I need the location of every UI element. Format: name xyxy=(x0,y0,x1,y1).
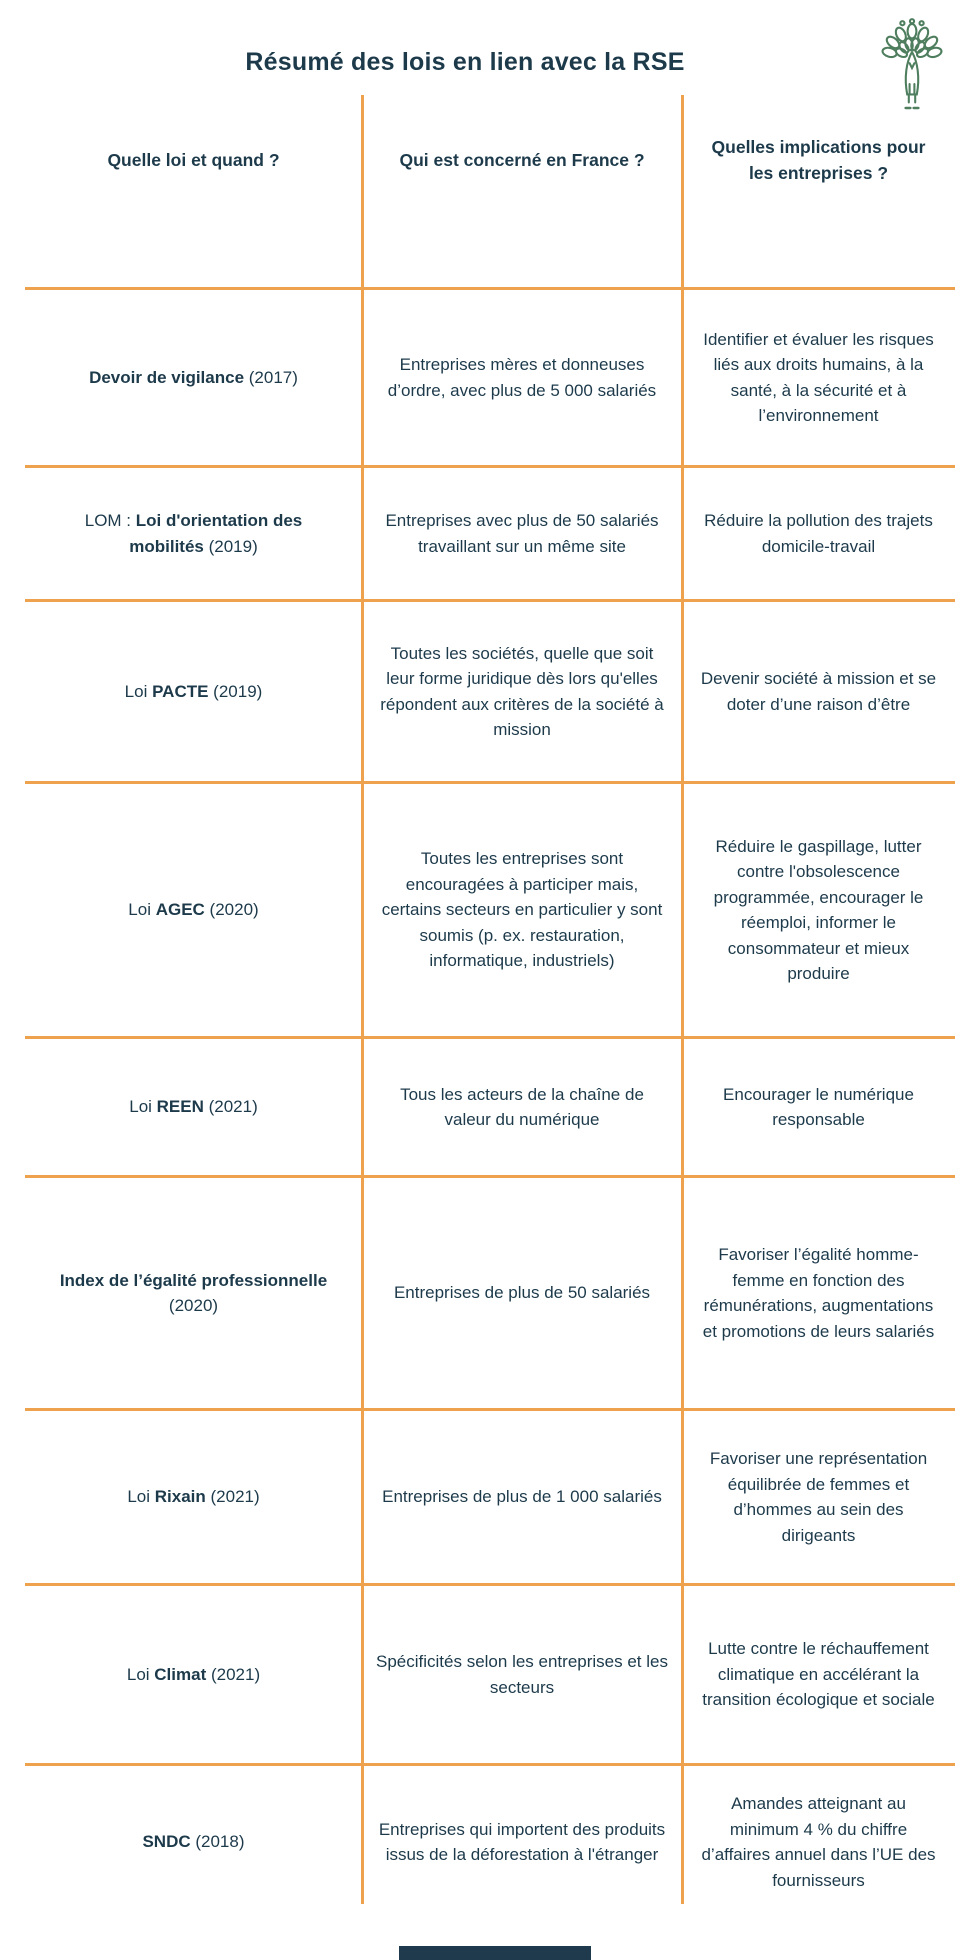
implications-cell: Réduire la pollution des trajets domicile-travail xyxy=(704,511,933,556)
table-row xyxy=(25,1763,955,1918)
who-cell: Entreprises mères et donneuses d’ordre, avec plus de 5 000 salariés xyxy=(387,355,657,400)
table-row xyxy=(25,781,955,1036)
implications-cell: Devenir société à mission et se doter d’une raison d’être xyxy=(700,669,937,714)
column-divider-2 xyxy=(681,95,684,1904)
footer-bar xyxy=(399,1946,591,1960)
who-cell: Toutes les sociétés, quelle que soit leur forme juridique dès lors qu'elles répondent aux critères de la société à mission xyxy=(380,643,664,739)
table-row xyxy=(25,1175,955,1408)
header-implications: Quelles implications pour les entreprises ? xyxy=(711,136,926,183)
table-header-row xyxy=(25,95,955,287)
table-row xyxy=(25,599,955,781)
implications-cell: Lutte contre le réchauffement climatique en accélérant la transition écologique et sociale xyxy=(702,1639,935,1710)
law-cell: LOM : Loi d'orientation des mobilités (2019) xyxy=(84,511,303,556)
table-row xyxy=(25,1036,955,1175)
who-cell: Entreprises qui importent des produits issus de la déforestation à l'étranger xyxy=(378,1819,666,1864)
law-cell: Loi PACTE (2019) xyxy=(124,681,263,701)
implications-cell: Encourager le numérique responsable xyxy=(723,1084,914,1129)
page-title: Résumé des lois en lien avec la RSE xyxy=(245,48,685,76)
who-cell: Tous les acteurs de la chaîne de valeur du numérique xyxy=(400,1084,644,1129)
header-law: Quelle loi et quand ? xyxy=(107,149,280,170)
table-row xyxy=(25,1583,955,1763)
implications-cell: Identifier et évaluer les risques liés aux droits humains, à la santé, à la sécurité et à l’environnement xyxy=(703,329,934,425)
law-cell: Index de l’égalité professionnelle (2020) xyxy=(59,1270,328,1315)
law-cell: SNDC (2018) xyxy=(142,1832,245,1852)
who-cell: Spécificités selon les entreprises et les secteurs xyxy=(376,1652,668,1697)
table-body xyxy=(25,287,955,1918)
table-row xyxy=(25,465,955,599)
who-cell: Toutes les entreprises sont encouragées à participer mais, certains secteurs en particulier y sont soumis (p. ex. restauration, informatique, industriels) xyxy=(381,849,663,971)
implications-cell: Favoriser l’égalité homme-femme en fonction des rémunérations, augmentations et promotions de leurs salariés xyxy=(702,1245,935,1341)
who-cell: Entreprises avec plus de 50 salariés travaillant sur un même site xyxy=(385,511,659,556)
table-row xyxy=(25,287,955,465)
implications-cell: Favoriser une représentation équilibrée de femmes et d’hommes au sein des dirigeants xyxy=(709,1449,928,1545)
table-row xyxy=(25,1408,955,1583)
law-cell: Loi REEN (2021) xyxy=(129,1097,258,1117)
header-who: Qui est concerné en France ? xyxy=(399,149,645,170)
who-cell: Entreprises de plus de 1 000 salariés xyxy=(382,1487,662,1507)
law-cell: Devoir de vigilance (2017) xyxy=(89,367,298,387)
law-cell: Loi Rixain (2021) xyxy=(127,1487,260,1507)
implications-cell: Amandes atteignant au minimum 4 % du chiffre d’affaires annuel dans l’UE des fournisseurs xyxy=(701,1794,936,1890)
implications-cell: Réduire le gaspillage, lutter contre l'obsolescence programmée, encourager le réemploi, informer le consommateur et mieux produire xyxy=(713,836,924,983)
law-cell: Loi AGEC (2020) xyxy=(128,900,259,920)
who-cell: Entreprises de plus de 50 salariés xyxy=(393,1283,651,1303)
law-cell: Loi Climat (2021) xyxy=(126,1664,261,1684)
rse-laws-table xyxy=(25,95,955,1918)
column-divider-1 xyxy=(361,95,364,1904)
